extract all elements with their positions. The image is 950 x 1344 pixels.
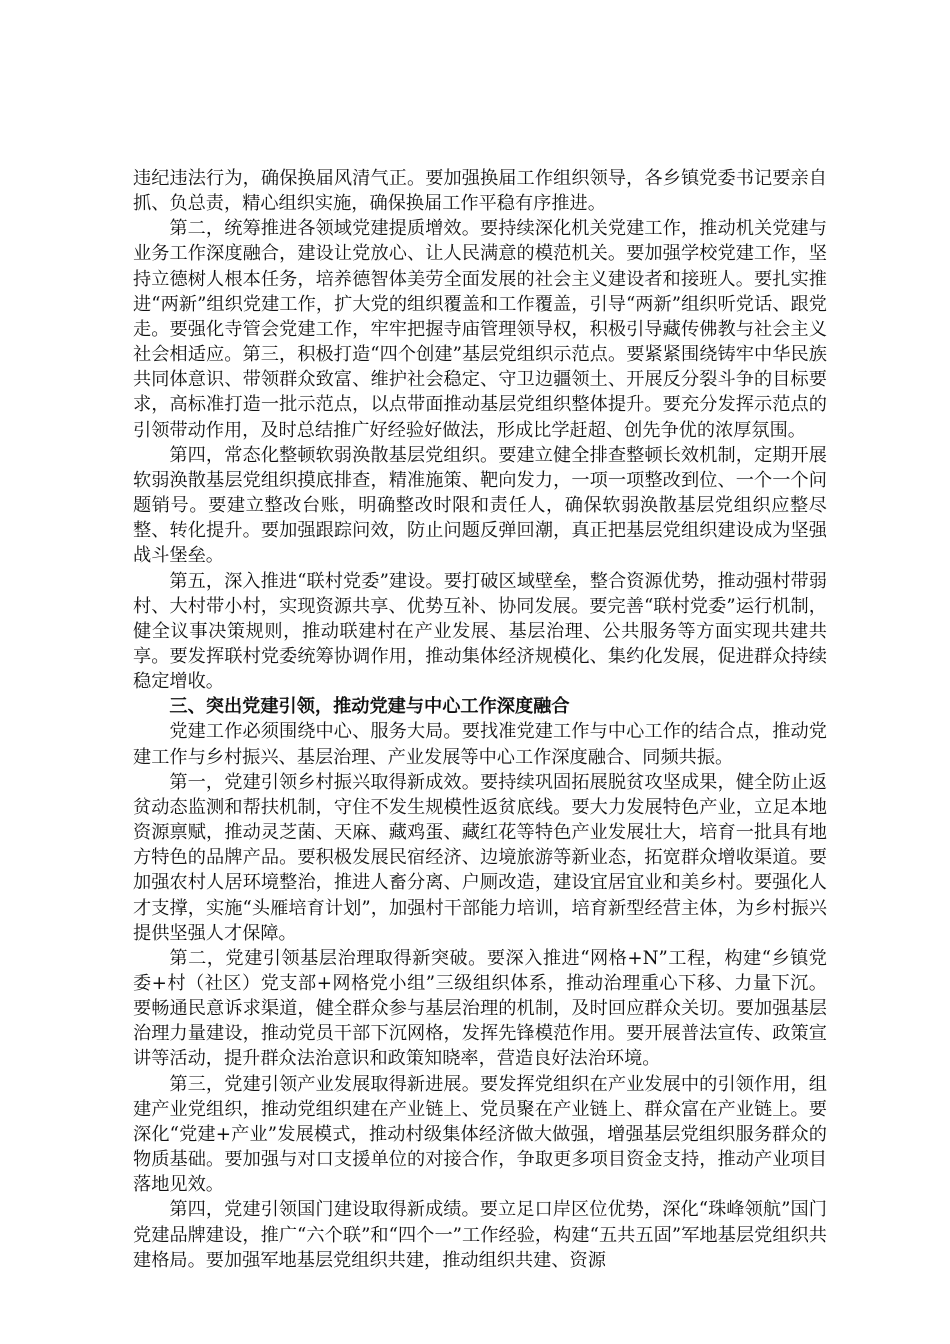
section-heading-three: 三、突出党建引领，推动党建与中心工作深度融合 xyxy=(169,696,570,718)
paragraph-party-building-quality: 第二，统筹推进各领域党建提质增效。要持续深化机关党建工作，推动机关党建与业务工作深度融合，建设让党放心、让人民满意的模范机关。要加强学校党建工作，坚持立德树人根本任务，培养德智体美劳全面发展的社会主义建设者和接班人。要扎实推进“两新”组织党建工作，扩大党的组织覆盖和工作覆盖，引导“两新”组织听党话、跟党走。要强化寺管会党建工作，牢牢把握寺庙管理领导权，积极引导藏传佛教与社会主义社会相适应。第三，积极打造“四个创建”基层党组织示范点。要紧紧围绕铸牢中华民族共同体意识、带领群众致富、维护社会稳定、守卫边疆领土、开展反分裂斗争的目标要求，高标准打造一批示范点，以点带面推动基层党组织整体提升。要充分发挥示范点的引领带动作用，及时总结推广好经验好做法，形成比学赶超、创先争优的浓厚氛围。 xyxy=(133,218,827,441)
paragraph-border-construction: 第四，党建引领国门建设取得新成绩。要立足口岸区位优势，深化“珠峰领航”国门党建品牌建设，推广“六个联”和“四个一”工作经验，构建“五共五固”军地基层党组织共建格局。要加强军地基层党组织共建，推动组织共建、资源 xyxy=(133,1199,827,1271)
paragraph-continuation: 违纪违法行为，确保换届风清气正。要加强换届工作组织领导，各乡镇党委书记要亲自抓、负总责，精心组织实施，确保换届工作平稳有序推进。 xyxy=(133,168,827,215)
paragraph-section-intro: 党建工作必须围绕中心、服务大局。要找准党建工作与中心工作的结合点，推动党建工作与乡村振兴、基层治理、产业发展等中心工作深度融合、同频共振。 xyxy=(133,721,827,768)
paragraph-industry-development: 第三，党建引领产业发展取得新进展。要发挥党组织在产业发展中的引领作用，组建产业党组织，推动党组织建在产业链上、党员聚在产业链上、群众富在产业链上。要深化“党建+产业”发展模式，推动村级集体经济做大做强，增强基层党组织服务群众的物质基础。要加强与对口支援单位的对接合作，争取更多项目资金支持，推动产业项目落地见效。 xyxy=(133,1073,827,1196)
paragraph-rural-revitalization: 第一，党建引领乡村振兴取得新成效。要持续巩固拓展脱贫攻坚成果，健全防止返贫动态监测和帮扶机制，守住不发生规模性返贫底线。要大力发展特色产业，立足本地资源禀赋，推动灵芝菌、天麻、藏鸡蛋、藏红花等特色产业发展壮大，培育一批具有地方特色的品牌产品。要积极发展民宿经济、边境旅游等新业态，拓宽群众增收渠道。要加强农村人居环境整治，推进人畜分离、户厕改造，建设宜居宜业和美乡村。要强化人才支撑，实施“头雁培育计划”，加强村干部能力培训，培育新型经营主体，为乡村振兴提供坚强人才保障。 xyxy=(133,771,827,944)
paragraph-grassroots-governance: 第二，党建引领基层治理取得新突破。要深入推进“网格+N”工程，构建“乡镇党委+村（社区）党支部+网格党小组”三级组织体系，推动治理重心下移、力量下沉。要畅通民意诉求渠道，健全群众参与基层治理的机制，及时回应群众关切。要加强基层治理力量建设，推动党员干部下沉网格，发挥先锋模范作用。要开展普法宣传、政策宣讲等活动，提升群众法治意识和政策知晓率，营造良好法治环境。 xyxy=(133,947,827,1070)
document-page xyxy=(133,166,827,1273)
paragraph-weak-organizations: 第四，常态化整顿软弱涣散基层党组织。要建立健全排查整顿长效机制，定期开展软弱涣散基层党组织摸底排查，精准施策、靶向发力，一项一项整改到位、一个一个问题销号。要建立整改台账，明确整改时限和责任人，确保软弱涣散基层党组织应整尽整、转化提升。要加强跟踪问效，防止问题反弹回潮，真正把基层党组织建设成为坚强战斗堡垒。 xyxy=(133,444,827,567)
paragraph-joint-village-committee: 第五，深入推进“联村党委”建设。要打破区域壁垒，整合资源优势，推动强村带弱村、大村带小村，实现资源共享、优势互补、协同发展。要完善“联村党委”运行机制，健全议事决策规则，推动联建村在产业发展、基层治理、公共服务等方面实现共建共享。要发挥联村党委统筹协调作用，推动集体经济规模化、集约化发展，促进群众持续稳定增收。 xyxy=(133,570,827,693)
